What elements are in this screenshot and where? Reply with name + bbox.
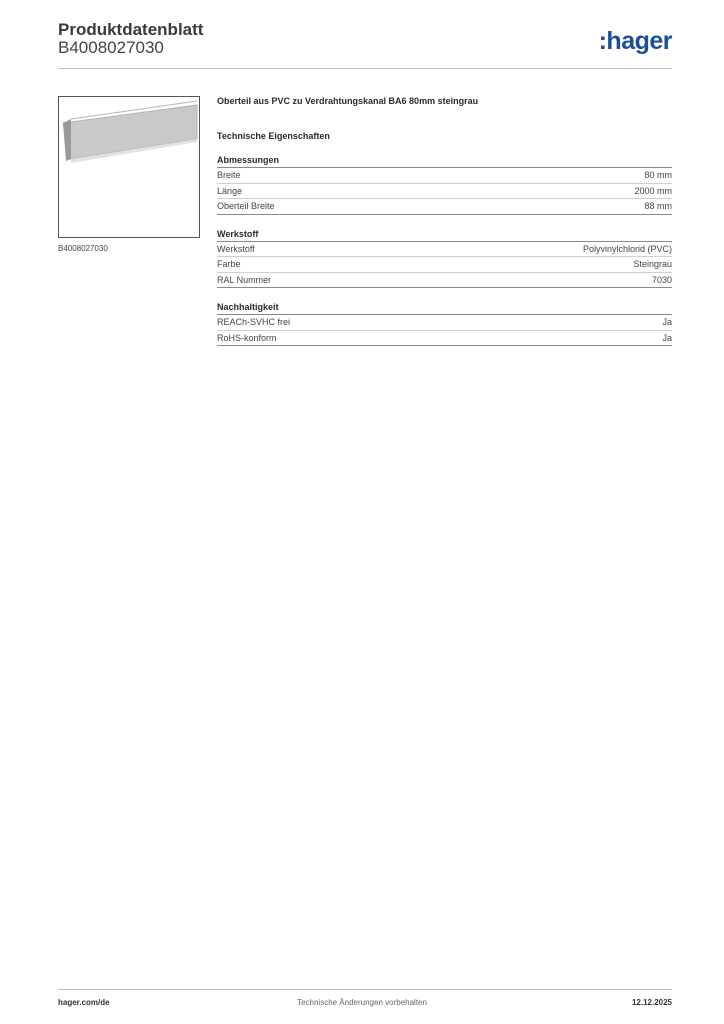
group-nachhaltigkeit [217, 302, 672, 346]
header-divider [58, 68, 672, 69]
row-label: REACh-SVHC frei [217, 317, 291, 327]
cable-duct-cover-image [59, 97, 199, 237]
row-value: 88 mm [644, 201, 672, 211]
footer-website: hager.com/de [58, 998, 110, 1007]
row-value: 7030 [651, 274, 672, 285]
group-title: Abmessungen [217, 155, 672, 168]
section-title: Technische Eigenschaften [217, 131, 330, 141]
table-row [217, 199, 672, 215]
product-number: B4008027030 [58, 38, 164, 57]
footer-notice: Technische Änderungen vorbehalten [297, 998, 427, 1007]
header-title: Produktdatenblatt [58, 20, 204, 39]
table-row [217, 257, 672, 273]
group-abmessungen [217, 155, 672, 215]
content [217, 96, 672, 346]
group-werkstoff [217, 229, 672, 289]
row-label: Oberteil Breite [217, 201, 275, 211]
product-description: Oberteil aus PVC zu Verdrahtungskanal BA6 80mm steingrau [217, 96, 479, 106]
group-title: Nachhaltigkeit [217, 302, 672, 315]
table-row [217, 315, 672, 331]
table-row [217, 184, 672, 200]
row-label: Länge [217, 185, 243, 196]
product-image [58, 96, 200, 238]
table-row [217, 331, 672, 347]
row-value: Ja [662, 317, 672, 327]
footer-divider [58, 989, 672, 990]
row-label: Farbe [217, 259, 241, 269]
table-row [217, 273, 672, 289]
footer-date: 12.12.2025 [631, 998, 672, 1007]
row-label: RAL Nummer [217, 274, 272, 285]
table-row [217, 168, 672, 184]
row-label: Breite [217, 170, 241, 180]
table-row [217, 242, 672, 258]
hager-logo: :hager [598, 27, 672, 55]
row-value: Steingrau [633, 259, 672, 269]
group-title: Werkstoff [217, 229, 672, 242]
image-caption: B4008027030 [58, 244, 108, 253]
row-label: Werkstoff [217, 243, 255, 254]
row-value: Ja [662, 332, 672, 343]
row-value: 80 mm [644, 170, 672, 180]
row-label: RoHS-konform [217, 332, 277, 343]
row-value: 2000 mm [634, 185, 672, 196]
row-value: Polyvinylchlorid (PVC) [582, 243, 672, 254]
